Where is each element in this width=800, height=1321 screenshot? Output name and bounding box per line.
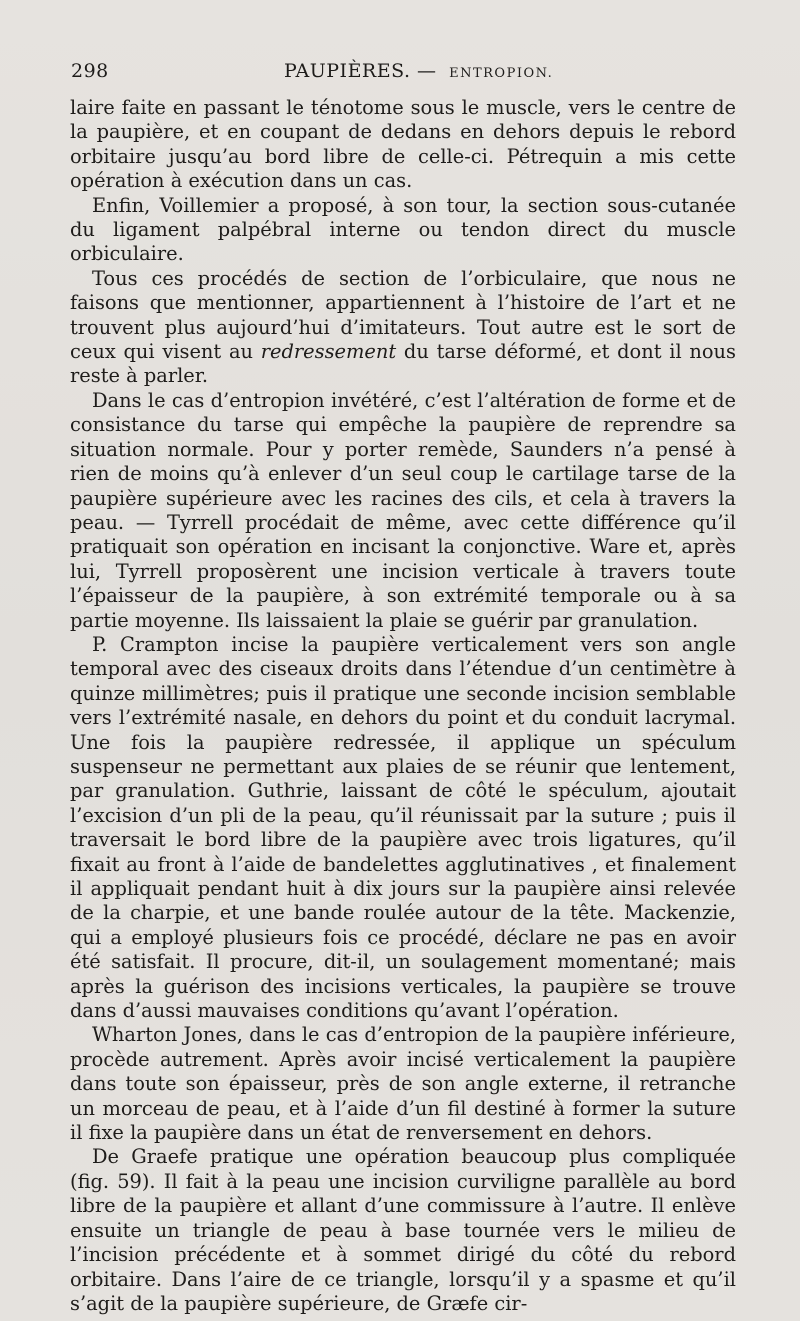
paragraph	[70, 389, 736, 633]
paragraph	[70, 267, 736, 389]
text-run: Dans le cas d’entropion invétéré, c’est l’altération de forme et de consistance du tarse qui empêche la paupière de reprendre sa situation normale. Pour y porter remède, Saunders n’a pensé à rien de moins qu’à enlever d’un seul coup le cartilage tarse de la paupière supérieure avec les racines des cils, et cela à travers la peau. — Tyrrell procédait de même, avec cette différence qu’il pratiquait son opération en incisant la conjonctive. Ware et, après lui, Tyrrell proposèrent une incision verticale à travers toute l’épaisseur de la paupière, à son extrémité temporale ou à sa partie moyenne. Ils laissaient la plaie se guérir par granulation.	[70, 388, 736, 632]
paragraph	[70, 96, 736, 194]
paragraph	[70, 633, 736, 1024]
text-run: laire faite en passant le ténotome sous le muscle, vers le centre de la paupière, et en coupant de dedans en dehors depuis le rebord orbitaire jusqu’au bord libre de celle-ci. Pétrequin a mis cette opération à exécution dans un cas.	[70, 96, 736, 193]
text-run: P. Crampton incise la paupière verticalement vers son angle temporal avec des ciseaux droits dans l’étendue d’un centimètre à quinze millimètres; puis il pratique une seconde incision semblable vers l’extrémité nasale, en dehors du point et du conduit lacrymal. Une fois la paupière redressée, il applique un spéculum suspenseur ne permettant aux plaies de se réunir que lentement, par granulation. Guthrie, laissant de côté le spéculum, ajoutait l’excision d’un pli de la peau, qu’il réunissait par la suture ; puis il traversait le bord libre de la paupière avec trois ligatures, qu’il fixait au front à l’aide de bandelettes agglutinatives , et finalement il appliquait pendant huit à dix jours sur la paupière ainsi relevée de la charpie, et une bande roulée autour de la tête. Mackenzie, qui a employé plusieurs fois ce procédé, déclare ne pas en avoir été satisfait. Il procure, dit-il, un soulagement momentané; mais après la guérison des incisions verticales, la paupière se trouve dans d’aussi mauvaises conditions qu’avant l’opération.	[70, 632, 736, 1023]
text-run: De Graefe pratique une opération beaucoup plus compliquée (fig. 59). Il fait à la peau une incision curviligne parallèle au bord libre de la paupière et allant d’une commissure à l’autre. Il enlève ensuite un triangle de peau à base tournée vers le milieu de l’incision précédente et à sommet dirigé du côté du rebord orbitaire. Dans l’aire de ce triangle, lorsqu’il y a spasme et qu’il s’agit de la paupière supérieure, de Græfe cir-	[70, 1145, 736, 1315]
paragraph	[70, 194, 736, 267]
text-run: Wharton Jones, dans le cas d’entropion de la paupière inférieure, procède autrement. Après avoir incisé verticalement la paupière dans toute son épaisseur, près de son angle externe, il retranche un morceau de peau, et à l’aide d’un fil destiné à former la suture il fixe la paupière dans un état de renversement en dehors.	[70, 1023, 736, 1145]
chapter-title: PAUPIÈRES.	[284, 60, 411, 82]
section-title: ENTROPION.	[449, 66, 554, 81]
body-text	[70, 96, 736, 1316]
running-title	[284, 60, 553, 82]
running-header	[66, 60, 736, 90]
page-number: 298	[71, 60, 109, 82]
text-run: Tous ces procédés de section de l’orbiculaire, que nous ne faisons que mentionner, appartiennent à l’histoire de l’art et ne trouvent plus aujourd’hui d’imitateurs. Tout autre est le sort de ceux qui visent au	[70, 266, 736, 364]
text-run: du tarse déformé, et dont il nous reste à parler.	[70, 340, 736, 388]
title-separator: —	[410, 60, 444, 82]
paragraph	[70, 1145, 736, 1316]
paragraph	[70, 1023, 736, 1145]
italic-text: redressement	[260, 340, 397, 364]
text-run: Enfin, Voillemier a proposé, à son tour, la section sous-cutanée du ligament palpébral interne ou tendon direct du muscle orbiculaire.	[70, 193, 736, 266]
